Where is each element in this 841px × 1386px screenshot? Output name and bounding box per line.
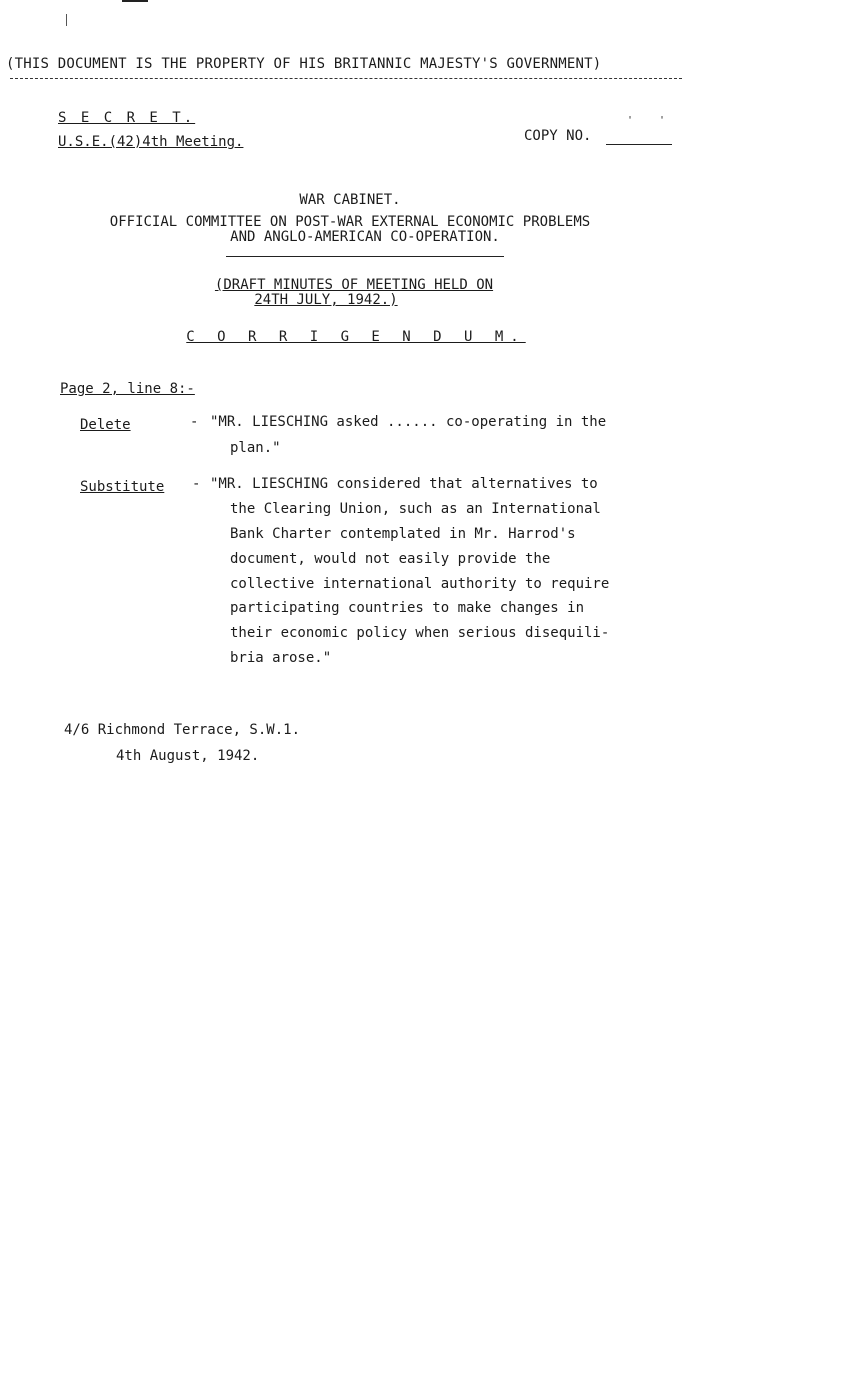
substitute-text-line7: their economic policy when serious disequili- (230, 625, 610, 641)
substitute-text-line5: collective international authority to require (230, 576, 610, 592)
substitute-text-line8: bria arose." (230, 650, 332, 666)
office-address: 4/6 Richmond Terrace, S.W.1. (64, 722, 301, 738)
copy-number-line (606, 144, 672, 145)
delete-label: Delete (80, 417, 131, 433)
substitute-text-line6: participating countries to make changes in (230, 600, 585, 616)
top-edge-mark (122, 0, 148, 2)
draft-minutes-line2: 24TH JULY, 1942.) (254, 292, 398, 308)
copy-number-marks: ' ' (627, 115, 676, 126)
copy-number-label: COPY NO. (524, 128, 592, 144)
substitute-label: Substitute (80, 479, 165, 495)
substitute-text-line4: document, would not easily provide the (230, 551, 551, 567)
delete-dash: - (190, 414, 199, 430)
classification: S E C R E T. (58, 110, 196, 126)
property-notice: (THIS DOCUMENT IS THE PROPERTY OF HIS BRITANNIC MAJESTY'S GOVERNMENT) (6, 56, 602, 72)
heading-rule (226, 256, 504, 257)
cabinet-heading: WAR CABINET. (299, 192, 401, 208)
committee-heading-line2: AND ANGLO-AMERICAN CO-OPERATION. (230, 229, 500, 245)
substitute-text-line3: Bank Charter contemplated in Mr. Harrod's (230, 526, 576, 542)
corrigendum-title: C O R R I G E N D U M. (186, 329, 526, 345)
substitute-dash: - (192, 476, 201, 492)
substitute-text-line1: "MR. LIESCHING considered that alternatives to (210, 476, 598, 492)
margin-tick (66, 14, 67, 26)
document-date: 4th August, 1942. (116, 748, 260, 764)
substitute-text-line2: the Clearing Union, such as an International (230, 501, 601, 517)
property-notice-rule (10, 78, 682, 79)
page-reference: Page 2, line 8:- (60, 381, 195, 397)
delete-text-line2: plan." (230, 440, 281, 456)
committee-heading-line1: OFFICIAL COMMITTEE ON POST-WAR EXTERNAL ECONOMIC PROBLEMS (109, 214, 591, 230)
draft-minutes-line1: (DRAFT MINUTES OF MEETING HELD ON (214, 277, 494, 293)
meeting-reference: U.S.E.(42)4th Meeting. (58, 134, 244, 150)
delete-text-line1: "MR. LIESCHING asked ...... co-operating in the (210, 414, 607, 430)
